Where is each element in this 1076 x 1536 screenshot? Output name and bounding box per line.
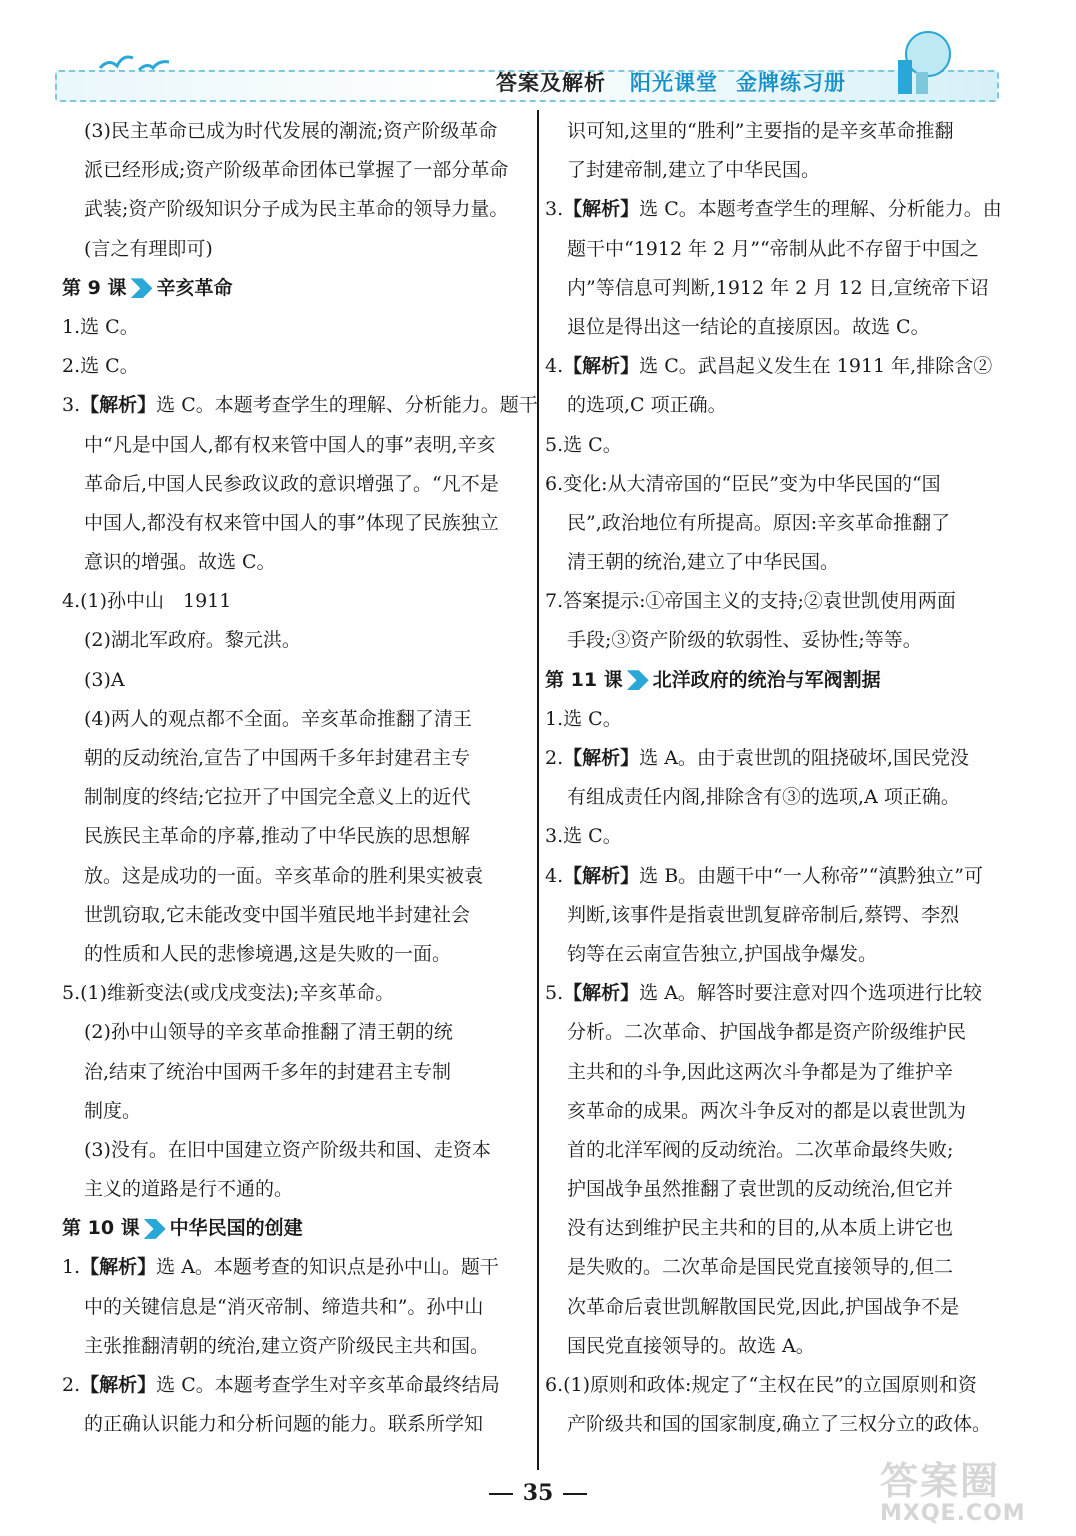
text-line: 主义的道路是行不通的。 — [84, 1178, 294, 1201]
text-line: 护国战争虽然推翻了袁世凯的反动统治,但它并 — [567, 1178, 954, 1201]
text-line: 革命后,中国人民参政议政的意识增强了。“凡不是 — [84, 472, 499, 495]
text-line: 亥革命的成果。两次斗争反对的都是以袁世凯为 — [567, 1099, 967, 1122]
text-line: 中的关键信息是“消灭帝制、缔造共和”。孙中山 — [84, 1295, 484, 1318]
text-line: 2.选 C。 — [62, 355, 139, 378]
text-line: 制制度的终结;它拉开了中国完全意义上的近代 — [84, 786, 471, 809]
text-line: 4.【解析】选 B。由题干中“一人称帝”“滇黔独立”可 — [545, 864, 984, 887]
text-line: 3.【解析】选 C。本题考查学生的理解、分析能力。由 — [545, 198, 1002, 221]
chevron-right-icon — [144, 1219, 166, 1239]
lesson-heading: 第 9 课 辛亥革命 — [62, 276, 233, 299]
right-column — [545, 112, 1005, 1444]
text-line: 5.(1)维新变法(或戊戌变法);辛亥革命。 — [62, 982, 395, 1005]
text-line: 清王朝的统治,建立了中华民国。 — [567, 551, 840, 574]
decoration-icon — [880, 20, 960, 100]
text-line: 主张推翻清朝的统治,建立资产阶级民主共和国。 — [84, 1334, 490, 1357]
text-line: 2.【解析】选 C。本题考查学生对辛亥革命最终结局 — [62, 1374, 500, 1396]
text-line: 内”等信息可判断,1912 年 2 月 12 日,宣统帝下诏 — [567, 276, 989, 299]
text-line: 次革命后袁世凯解散国民党,因此,护国战争不是 — [567, 1295, 960, 1318]
text-line: (3)没有。在旧中国建立资产阶级共和国、走资本 — [84, 1138, 491, 1161]
text-line: 6.变化:从大清帝国的“臣民”变为中华民国的“国 — [545, 472, 941, 495]
text-line: 首的北洋军阀的反动统治。二次革命最终失败; — [567, 1138, 954, 1161]
text-line: 中国人,都没有权来管中国人的事”体现了民族独立 — [84, 511, 499, 534]
text-line: (3)A — [84, 668, 125, 691]
text-line: 3.【解析】选 C。本题考查学生的理解、分析能力。题干 — [62, 394, 538, 417]
text-line: (4)两人的观点都不全面。辛亥革命推翻了清王 — [84, 707, 472, 730]
text-line: 的选项,C 项正确。 — [567, 394, 727, 417]
page-number: 35 — [0, 1480, 1076, 1506]
text-line: 民族民主革命的序幕,推动了中华民族的思想解 — [84, 825, 471, 848]
text-line: 主共和的斗争,因此这两次斗争都是为了维护辛 — [567, 1060, 954, 1083]
text-line: 1.【解析】选 A。本题考查的知识点是孙中山。题干 — [62, 1256, 499, 1279]
text-line: 意识的增强。故选 C。 — [84, 551, 276, 574]
text-line: 民”,政治地位有所提高。原因:辛亥革命推翻了 — [567, 511, 951, 534]
text-line: 分析。二次革命、护国战争都是资产阶级维护民 — [567, 1021, 967, 1044]
text-line: 4.【解析】选 C。武昌起义发生在 1911 年,排除含② — [545, 355, 993, 378]
text-line: 了封建帝制,建立了中华民国。 — [567, 159, 821, 182]
text-line: 的正确认识能力和分析问题的能力。联系所学知 — [84, 1413, 484, 1436]
text-line: 世凯窃取,它未能改变中国半殖民地半封建社会 — [84, 903, 471, 926]
left-column — [62, 112, 538, 1444]
text-line: 识可知,这里的“胜利”主要指的是辛亥革命推翻 — [567, 120, 954, 142]
text-line: 1.选 C。 — [545, 707, 622, 730]
text-line: 2.【解析】选 A。由于袁世凯的阻挠破坏,国民党没 — [545, 747, 969, 769]
text-line: 钧等在云南宣告独立,护国战争爆发。 — [567, 942, 878, 965]
dash-icon — [489, 1493, 513, 1495]
text-line: 治,结束了统治中国两千多年的封建君主专制 — [84, 1060, 452, 1083]
header-section-label: 答案及解析 — [496, 71, 606, 95]
chevron-right-icon — [130, 278, 152, 298]
column-divider — [537, 110, 539, 1470]
text-line: (2)孙中山领导的辛亥革命推翻了清王朝的统 — [84, 1021, 453, 1044]
text-line: 5.【解析】选 A。解答时要注意对四个选项进行比较 — [545, 982, 982, 1005]
text-line: 产阶级共和国的国家制度,确立了三权分立的政体。 — [567, 1413, 992, 1436]
dash-icon — [563, 1493, 587, 1495]
watermark: 答案圈 MXQE.COM — [880, 1459, 1026, 1526]
text-line: 武装;资产阶级知识分子成为民主革命的领导力量。 — [84, 198, 509, 221]
text-line: 的性质和人民的悲惨境遇,这是失败的一面。 — [84, 942, 452, 965]
text-line: (2)湖北军政府。黎元洪。 — [84, 629, 301, 652]
text-line: 放。这是成功的一面。辛亥革命的胜利果实被袁 — [84, 864, 484, 887]
text-line: 有组成责任内阁,排除含有③的选项,A 项正确。 — [567, 786, 960, 809]
text-line: 6.(1)原则和政体:规定了“主权在民”的立国原则和资 — [545, 1374, 977, 1396]
page-header — [0, 0, 1076, 110]
text-line: 制度。 — [84, 1099, 142, 1122]
text-line: 手段;③资产阶级的软弱性、妥协性;等等。 — [567, 629, 922, 652]
text-line: (3)民主革命已成为时代发展的潮流;资产阶级革命 — [84, 120, 498, 142]
text-line: 1.选 C。 — [62, 315, 139, 338]
text-line: 4.(1)孙中山 1911 — [62, 590, 232, 613]
text-line: 3.选 C。 — [545, 825, 622, 848]
text-line: 派已经形成;资产阶级革命团体已掌握了一部分革命 — [84, 159, 509, 182]
text-line: 没有达到维护民主共和的目的,从本质上讲它也 — [567, 1217, 954, 1240]
text-line: 朝的反动统治,宣告了中国两千多年封建君主专 — [84, 747, 471, 769]
text-line: 是失败的。二次革命是国民党直接领导的,但二 — [567, 1256, 954, 1279]
lesson-heading: 第 10 课 中华民国的创建 — [62, 1217, 303, 1240]
text-line: 退位是得出这一结论的直接原因。故选 C。 — [567, 315, 930, 338]
birds-icon — [95, 40, 175, 80]
text-line: 判断,该事件是指袁世凯复辟帝制后,蔡锷、李烈 — [567, 903, 960, 926]
chevron-right-icon — [627, 670, 649, 690]
text-line: (言之有理即可) — [84, 237, 213, 260]
text-line: 题干中“1912 年 2 月”“帝制从此不存留于中国之 — [567, 237, 979, 260]
text-line: 7.答案提示:①帝国主义的支持;②袁世凯使用两面 — [545, 590, 956, 613]
text-line: 5.选 C。 — [545, 433, 622, 456]
text-line: 国民党直接领导的。故选 A。 — [567, 1334, 815, 1357]
text-line: 中“凡是中国人,都有权来管中国人的事”表明,辛亥 — [84, 433, 496, 456]
lesson-heading: 第 11 课 北洋政府的统治与军阀割据 — [545, 668, 881, 691]
header-brand: 阳光课堂 金牌练习册 — [630, 71, 846, 95]
